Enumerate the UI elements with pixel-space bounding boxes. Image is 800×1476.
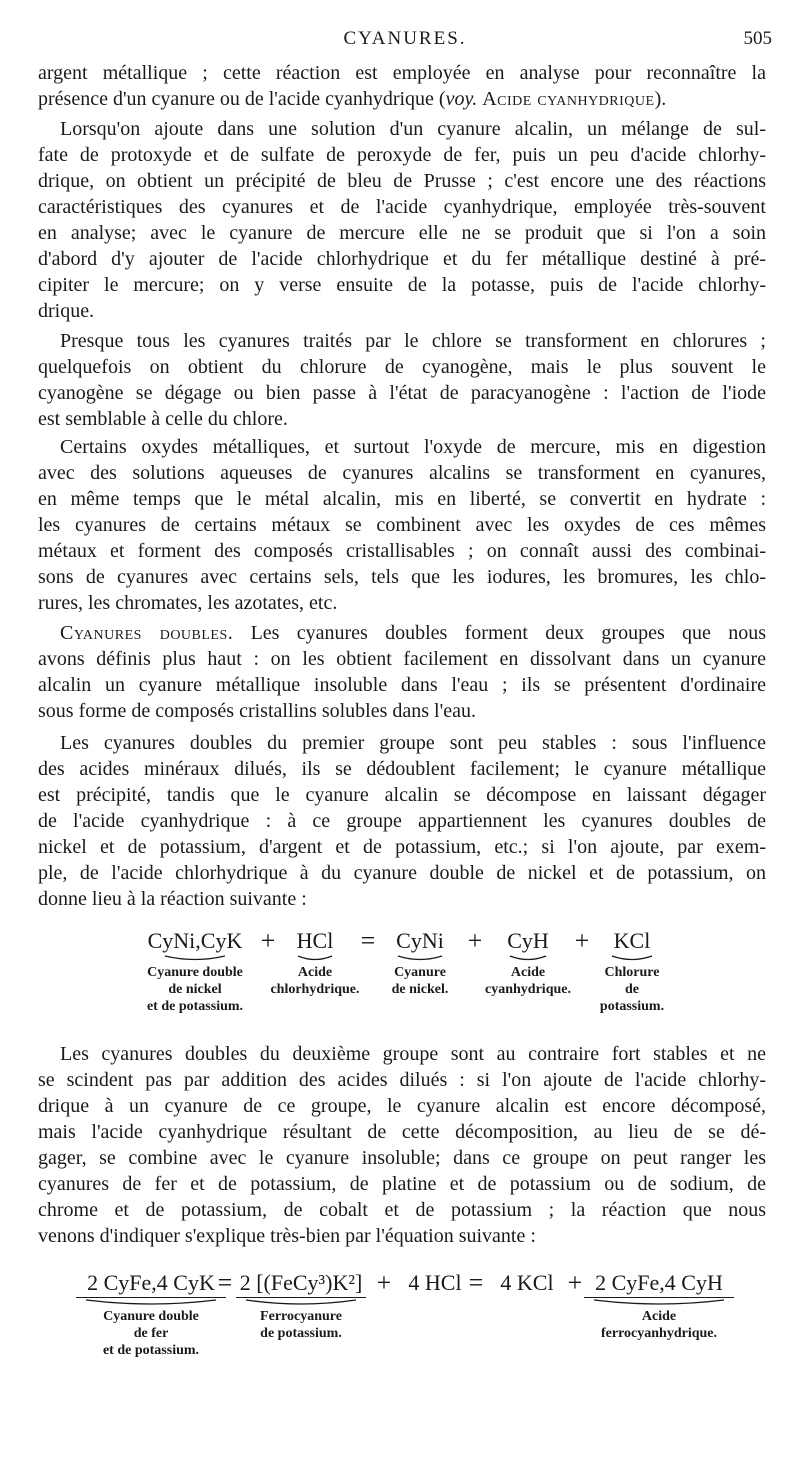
text-line: chrome et de potassium, de cobalt et de potassium ; la réaction que nous bbox=[38, 1199, 766, 1221]
operator: + bbox=[376, 1268, 392, 1297]
operator: = bbox=[360, 926, 376, 955]
text-line: venons d'indiquer s'explique très-bien par l'équation suivante : bbox=[38, 1225, 536, 1247]
text-line: argent métallique ; cette réaction est employée en analyse pour reconnaître la bbox=[38, 62, 766, 84]
text-line: gager, se combine avec le cyanure insoluble; dans ce groupe on peut ranger les bbox=[38, 1147, 766, 1169]
text-line: donne lieu à la réaction suivante : bbox=[38, 888, 307, 910]
paragraph-1 bbox=[38, 60, 766, 112]
caption-line: de fer bbox=[133, 1326, 169, 1341]
brace-icon bbox=[380, 954, 460, 964]
operator: + bbox=[567, 1268, 583, 1297]
caption-line: de nickel. bbox=[391, 982, 449, 997]
text-line: Presque tous les cyanures traités par le chlore se transforment en chlorures ; bbox=[60, 330, 766, 352]
caption-line: Acide bbox=[641, 1309, 677, 1324]
text-line: est semblable à celle du chlore. bbox=[38, 408, 288, 430]
caption-line: Cyanure double bbox=[103, 1309, 199, 1324]
running-head bbox=[38, 28, 772, 54]
text-line: de l'acide cyanhydrique : à ce groupe appartiennent les cyanures doubles de bbox=[38, 810, 766, 832]
text-line: d'abord d'y ajouter de l'acide chlorhydrique et du fer métallique destiné à pré- bbox=[38, 248, 766, 270]
brace-icon bbox=[592, 954, 672, 964]
caption-line: et de potassium. bbox=[102, 1343, 200, 1358]
paragraph-3 bbox=[38, 328, 766, 432]
formula: CyNi bbox=[396, 928, 444, 953]
formula: CyH bbox=[507, 928, 549, 953]
voy-abbrev: voy. bbox=[445, 88, 478, 110]
text-line: sons de cyanures avec certains sels, tels que les iodures, les bromures, les chlo- bbox=[38, 566, 766, 588]
page-number: 505 bbox=[743, 28, 772, 49]
text-line: en analyse; avec le cyanure de mercure elle ne se produit que si l'on a soin bbox=[38, 222, 766, 244]
paragraph-6 bbox=[38, 730, 766, 912]
text-line: se scindent pas par addition des acides dilués : si l'on ajoute de l'acide chlorhy- bbox=[38, 1069, 766, 1091]
text-line: cyanures de fer et de potassium, de platine et de potassium ou de sodium, de bbox=[38, 1173, 766, 1195]
brace-icon bbox=[260, 954, 370, 964]
caption-line: de nickel bbox=[168, 982, 222, 997]
text-line: des acides minéraux dilués, ils se dédoublent facilement; le cyanure métallique bbox=[38, 758, 766, 780]
caption-line: ferrocyanhydrique. bbox=[600, 1326, 717, 1341]
paragraph-4 bbox=[38, 434, 766, 616]
text-line: métaux et forment des composés cristallisables ; on connaît aussi des combinai- bbox=[38, 540, 766, 562]
brace-icon bbox=[120, 954, 270, 964]
caption-line: Cyanure double bbox=[147, 965, 243, 980]
cross-reference: Acide cyanhydrique bbox=[482, 88, 655, 110]
text-line: Les cyanures doubles du deuxième groupe sont au contraire fort stables et ne bbox=[60, 1043, 766, 1065]
caption-line: cyanhydrique. bbox=[485, 982, 571, 997]
caption-line: potassium. bbox=[599, 999, 665, 1014]
text-line: présence d'un cyanure ou de l'acide cyanhydrique (voy. Acide cyanhydrique). bbox=[38, 88, 667, 110]
formula: CyNi,CyK bbox=[147, 928, 243, 953]
caption-line: Cyanure bbox=[394, 965, 446, 980]
formula: 4 KCl bbox=[500, 1270, 554, 1295]
brace-icon bbox=[584, 1298, 734, 1308]
brace-icon bbox=[76, 1298, 226, 1308]
paragraph-7 bbox=[38, 1041, 766, 1249]
running-title: CYANURES. bbox=[343, 28, 467, 49]
caption-line: Chlorure bbox=[604, 965, 660, 980]
formula: HCl bbox=[296, 928, 334, 953]
caption-line: Acide bbox=[510, 965, 546, 980]
formula: 4 HCl bbox=[408, 1270, 462, 1295]
text-line: Certains oxydes métalliques, et surtout l'oxyde de mercure, mis en digestion bbox=[60, 436, 766, 458]
text-line: drique, on obtient un précipité de bleu de Prusse ; c'est encore une des réactions bbox=[38, 170, 766, 192]
text-line: en même temps que le métal alcalin, mis en liberté, se convertit en hydrate : bbox=[38, 488, 766, 510]
equation-term bbox=[592, 928, 672, 1015]
caption-line: Ferrocyanure bbox=[260, 1309, 342, 1324]
caption-line: Acide bbox=[297, 965, 333, 980]
equation-term bbox=[380, 928, 460, 998]
text-line: avons définis plus haut : on les obtient facilement en dissolvant dans un cyanure bbox=[38, 648, 766, 670]
formula: 2 [(FeCy³)K²] bbox=[236, 1270, 366, 1298]
operator: + bbox=[467, 926, 483, 955]
text-line: cyanogène se dégage ou bien passe à l'état de paracyanogène : l'action de l'iode bbox=[38, 382, 766, 404]
text-line: les cyanures de certains métaux se combinent avec les oxydes de ces mêmes bbox=[38, 514, 766, 536]
text-line: drique à un cyanure de ce groupe, le cyanure alcalin est encore décomposé, bbox=[38, 1095, 766, 1117]
text-line: quelquefois on obtient du chlorure de cyanogène, mais le plus souvent le bbox=[38, 356, 766, 378]
paragraph-2 bbox=[38, 116, 766, 324]
text-line: Cyanures doubles. Les cyanures doubles forment deux groupes que nous bbox=[60, 622, 766, 644]
operator: = bbox=[217, 1268, 233, 1297]
caption-line: de potassium. bbox=[260, 1326, 342, 1341]
text-line: sous forme de composés cristallins solubles dans l'eau. bbox=[38, 700, 476, 722]
caption-line: de bbox=[625, 982, 639, 997]
text-line: ple, de l'acide chlorhydrique à du cyanure double de nickel et de potassium, on bbox=[38, 862, 766, 884]
text-line: fate de protoxyde et de sulfate de peroxyde de fer, puis un peu d'acide chlorhy- bbox=[38, 144, 766, 166]
formula: KCl bbox=[613, 928, 651, 953]
text-line: drique. bbox=[38, 300, 95, 322]
brace-icon bbox=[478, 954, 578, 964]
section-heading: Cyanures doubles. bbox=[60, 622, 234, 644]
text-line: caractéristiques des cyanures et de l'acide cyanhydrique, employée très-souvent bbox=[38, 196, 766, 218]
formula: 2 CyFe,4 CyH bbox=[584, 1270, 734, 1298]
caption-line: et de potassium. bbox=[146, 999, 244, 1014]
equation-term bbox=[76, 1270, 226, 1359]
operator: + bbox=[260, 926, 276, 955]
brace-icon bbox=[236, 1298, 366, 1308]
text-line: rures, les chromates, les azotates, etc. bbox=[38, 592, 338, 614]
equation-term bbox=[584, 1270, 734, 1342]
formula: 2 CyFe,4 CyK bbox=[76, 1270, 226, 1298]
text-line: Les cyanures doubles du premier groupe sont peu stables : sous l'influence bbox=[60, 732, 766, 754]
text-line: mais l'acide cyanhydrique résultant de cette décomposition, au lieu de se dé- bbox=[38, 1121, 766, 1143]
text-line: alcalin un cyanure métallique insoluble dans l'eau ; ils se présentent d'ordinaire bbox=[38, 674, 766, 696]
operator: + bbox=[574, 926, 590, 955]
text-line: cipiter le mercure; on y verse ensuite de la potasse, puis de l'acide chlorhy- bbox=[38, 274, 766, 296]
text-line: Lorsqu'on ajoute dans une solution d'un cyanure alcalin, un mélange de sul- bbox=[60, 118, 766, 140]
caption-line: chlorhydrique. bbox=[270, 982, 360, 997]
text-line: avec des solutions aqueuses de cyanures alcalins se transforment en cyanures, bbox=[38, 462, 766, 484]
text-line: nickel et de potassium, d'argent et de potassium, etc.; si l'on ajoute, par exem- bbox=[38, 836, 766, 858]
text-line: est précipité, tandis que le cyanure alcalin se décompose en laissant dégager bbox=[38, 784, 766, 806]
equation-term bbox=[492, 1270, 562, 1296]
operator: = bbox=[468, 1268, 484, 1297]
equation-term bbox=[236, 1270, 366, 1342]
paragraph-5 bbox=[38, 620, 766, 724]
